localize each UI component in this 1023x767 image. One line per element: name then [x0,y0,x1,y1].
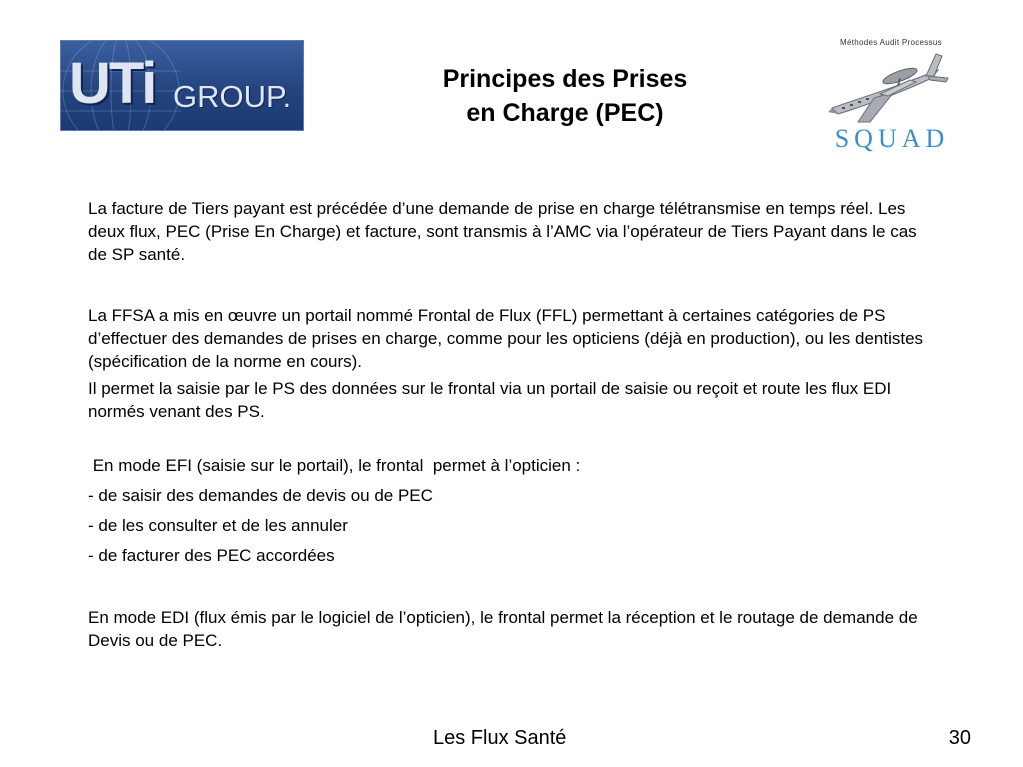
list-item-facturer: - de facturer des PEC accordées [88,546,335,565]
paragraph-mode-efi: En mode EFI (saisie sur le portail), le frontal permet à l’opticien : [88,456,581,475]
slide-title [400,62,730,130]
page-number: 30 [948,727,971,749]
uti-logo-text: UTi [69,51,156,116]
slide-title-line1: Principes des Prises [442,65,688,93]
footer-label: Les Flux Santé [433,727,567,749]
paragraph-saisie-ps: Il permet la saisie par le PS des données sur le frontal via un portail de saisie ou reçoit et route les flux EDI normés venant des PS. [88,379,892,421]
squad-logo-text: SQUAD [834,124,950,153]
squad-tagline: Méthodes Audit Processus [840,38,942,47]
uti-group-logo [60,40,304,131]
squad-logo [828,38,950,154]
paragraph-mode-edi: En mode EDI (flux émis par le logiciel de l’opticien), le frontal permet la réception et le routage de demande de Devis ou de PEC. [88,608,918,650]
slide-title-line2: en Charge (PEC) [466,99,664,127]
group-logo-text: GROUP. [173,79,292,114]
airplane-icon [828,50,950,126]
list-item-consulter: - de les consulter et de les annuler [88,516,348,535]
list-item-saisir: - de saisir des demandes de devis ou de PEC [88,486,433,505]
paragraph-ffsa-portail: La FFSA a mis en œuvre un portail nommé Frontal de Flux (FFL) permettant à certaines catégories de PS d’effectuer des demandes de prises en charge, comme pour les opticiens (déjà en production), ou les dentistes (spécification de la norme en cours). [88,306,924,371]
paragraph-tiers-payant: La facture de Tiers payant est précédée d’une demande de prise en charge télétransmise en temps réel. Les deux flux, PEC (Prise En Charge) et facture, sont transmis à l’AMC via l’opérateur de Tiers Payant dans le cas de SP santé. [88,199,917,264]
